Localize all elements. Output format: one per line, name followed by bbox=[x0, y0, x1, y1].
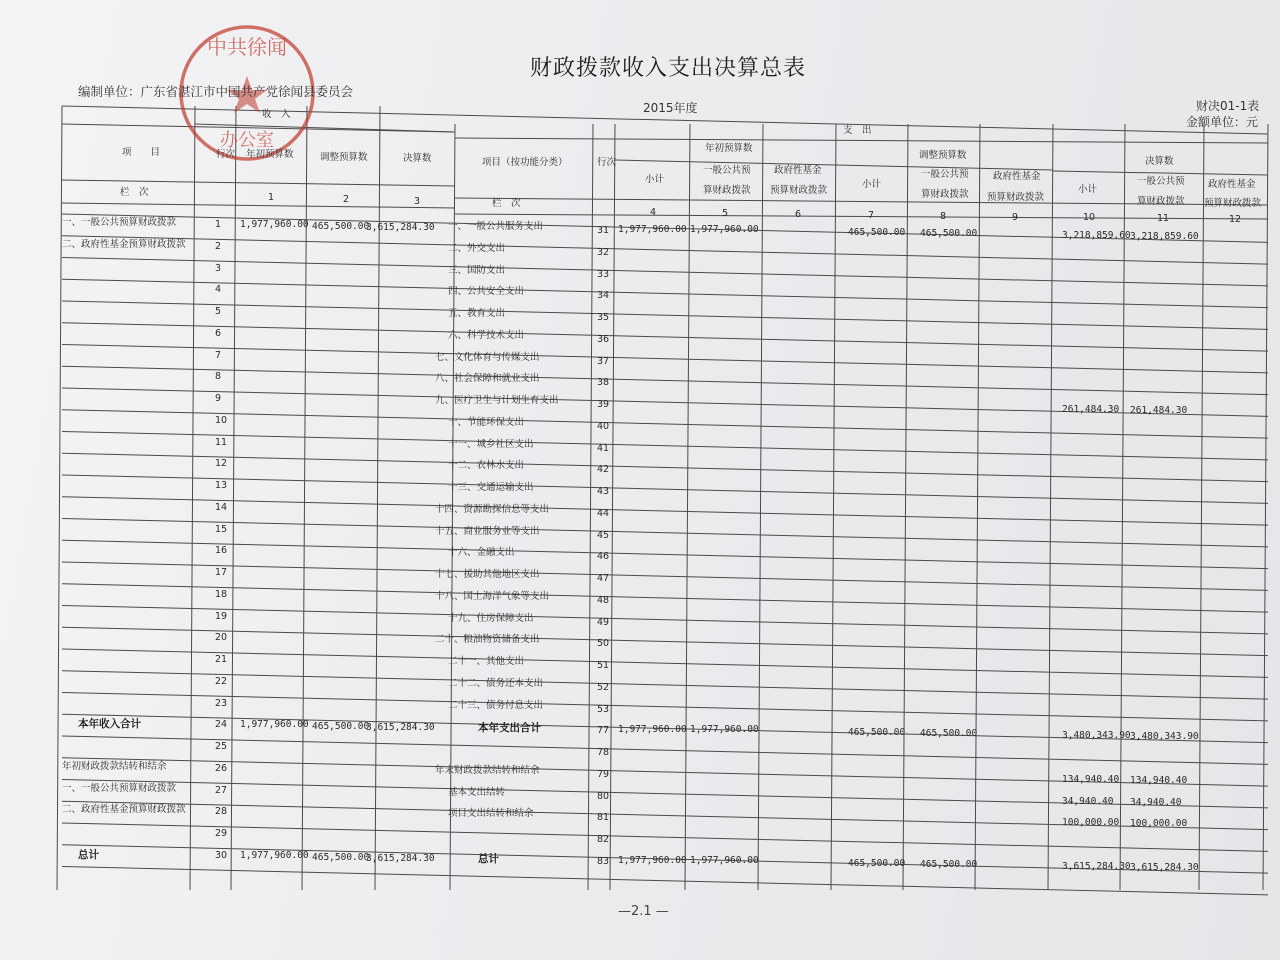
expense-cell-g3: 34,940.40 bbox=[1130, 796, 1182, 808]
expense-row-number: 43 bbox=[597, 486, 610, 497]
income-col3-header: 决算数 bbox=[403, 153, 432, 164]
g1-general-a: 一般公共预 bbox=[703, 165, 751, 176]
income-num3: 3 bbox=[414, 196, 421, 207]
expense-row-label: 四、公共安全支出 bbox=[448, 286, 525, 298]
expense-item-header: 项目（按功能分类） bbox=[482, 157, 568, 168]
income-row-number: 17 bbox=[215, 567, 228, 578]
expense-cell-s3: 100,000.00 bbox=[1062, 817, 1120, 829]
expense-row-number: 82 bbox=[597, 834, 610, 845]
expense-cell-s3: 3,615,284.30 bbox=[1062, 860, 1131, 872]
income-cell-c1: 1,977,960.00 bbox=[240, 719, 309, 731]
expense-row-number: 39 bbox=[597, 399, 610, 410]
expense-cell-s3: 134,940.40 bbox=[1062, 773, 1120, 785]
income-row-number: 23 bbox=[215, 697, 228, 709]
expense-row-label: 七、文化体育与传媒支出 bbox=[435, 351, 540, 363]
expense-row-number: 51 bbox=[597, 660, 610, 671]
expense-cell-g3: 3,480,343.90 bbox=[1130, 731, 1199, 743]
expense-group3: 决算数 bbox=[1145, 156, 1174, 167]
expense-group2: 调整预算数 bbox=[919, 150, 967, 161]
expense-col-number: 4 bbox=[650, 207, 657, 218]
income-row-label: 年初财政拨款结转和结余 bbox=[62, 760, 167, 772]
g1-fund-b: 预算财政拨款 bbox=[770, 185, 828, 196]
expense-row-number: 42 bbox=[597, 464, 610, 476]
expense-row-label: 基本支出结转 bbox=[448, 786, 506, 798]
expense-row-label: 本年支出合计 bbox=[478, 722, 541, 735]
income-cell-c2: 465,500.00 bbox=[312, 721, 370, 733]
income-cell-c3: 3,615,284.30 bbox=[366, 222, 435, 233]
g3-general-b: 算财政拨款 bbox=[1137, 196, 1185, 207]
income-cell-c3: 3,615,284.30 bbox=[366, 852, 435, 864]
expense-row-label: 六、科学技术支出 bbox=[448, 329, 525, 341]
expense-row-label: 五、教育支出 bbox=[448, 308, 506, 319]
income-row-number: 19 bbox=[215, 610, 228, 622]
expense-row-label: 二十二、债务还本支出 bbox=[448, 677, 544, 689]
expense-row-number: 81 bbox=[597, 812, 610, 824]
expense-row-number: 53 bbox=[597, 703, 610, 715]
expense-cell-g2: 465,500.00 bbox=[920, 858, 978, 870]
income-row-label: 本年收入合计 bbox=[78, 718, 141, 731]
expense-cell-g3: 3,218,859.60 bbox=[1130, 231, 1199, 242]
expense-row-label: 十九、住房保障支出 bbox=[448, 612, 534, 624]
expense-row-number: 83 bbox=[597, 855, 610, 867]
expense-cell-g1: 1,977,960.00 bbox=[690, 854, 759, 866]
income-row-label: 一、一般公共预算财政拨款 bbox=[62, 217, 177, 228]
expense-col-number: 6 bbox=[795, 208, 802, 220]
expense-row-label: 二十、粮油物资储备支出 bbox=[435, 634, 540, 646]
expense-row-number: 38 bbox=[597, 377, 610, 389]
expense-row-label: 九、医疗卫生与计划生育支出 bbox=[435, 395, 559, 406]
g3-general-a: 一般公共预 bbox=[1137, 176, 1185, 187]
income-row-number: 8 bbox=[215, 371, 222, 383]
expense-row-label: 总计 bbox=[478, 852, 499, 865]
g2-general-b: 算财政拨款 bbox=[921, 189, 969, 200]
income-cell-c3: 3,615,284.30 bbox=[366, 722, 435, 734]
expense-row-number: 80 bbox=[597, 790, 610, 802]
income-row-number: 1 bbox=[215, 219, 222, 230]
income-row-number: 7 bbox=[215, 349, 222, 361]
income-row-number: 14 bbox=[215, 501, 228, 513]
expense-col-number: 5 bbox=[722, 207, 729, 219]
expense-row-number: 46 bbox=[597, 551, 610, 563]
expense-cell-g3: 3,615,284.30 bbox=[1130, 861, 1199, 873]
expense-row-label: 十、节能环保支出 bbox=[448, 416, 525, 428]
expense-row-label: 年末财政拨款结转和结余 bbox=[435, 764, 540, 776]
expense-row-label: 十五、商业服务业等支出 bbox=[435, 525, 540, 537]
expense-row-label: 十三、交通运输支出 bbox=[448, 482, 534, 493]
income-row-number: 24 bbox=[215, 719, 228, 731]
income-row-label: 一、一般公共预算财政拨款 bbox=[62, 782, 177, 794]
g3-fund-a: 政府性基金 bbox=[1208, 179, 1256, 190]
expense-group1: 年初预算数 bbox=[705, 143, 753, 154]
income-row-number: 3 bbox=[215, 262, 222, 274]
expense-col-number: 7 bbox=[868, 209, 875, 221]
income-row-number: 22 bbox=[215, 675, 228, 687]
svg-text:办公室: 办公室 bbox=[220, 130, 274, 151]
expense-row-number: 79 bbox=[597, 768, 610, 780]
expense-col-number: 8 bbox=[940, 210, 947, 222]
g2-fund-a: 政府性基金 bbox=[993, 171, 1041, 182]
expense-row-number: 48 bbox=[597, 594, 610, 606]
expense-row-label: 一、一般公共服务支出 bbox=[448, 221, 544, 232]
income-row-number: 12 bbox=[215, 458, 228, 470]
income-row-number: 16 bbox=[215, 545, 228, 557]
expense-row-label: 十四、资源勘探信息等支出 bbox=[435, 503, 550, 515]
expense-row-number: 31 bbox=[597, 225, 610, 236]
expense-row-number: 49 bbox=[597, 616, 610, 628]
income-cell-c1: 1,977,960.00 bbox=[240, 849, 309, 861]
income-row-number: 29 bbox=[215, 828, 228, 839]
expense-cell-s2: 465,500.00 bbox=[848, 727, 906, 739]
expense-row-number: 40 bbox=[597, 420, 610, 432]
expense-row-number: 45 bbox=[597, 529, 610, 541]
income-col1-header: 年初预算数 bbox=[246, 149, 294, 160]
expense-row-label: 十二、农林水支出 bbox=[448, 460, 525, 472]
expense-col-number: 12 bbox=[1229, 214, 1242, 226]
income-row-label: 总计 bbox=[78, 848, 99, 861]
expense-row-header: 行次 bbox=[597, 157, 617, 168]
expense-col-number: 9 bbox=[1012, 211, 1019, 223]
expense-row-number: 47 bbox=[597, 573, 610, 584]
income-row-number: 5 bbox=[215, 306, 222, 317]
amount-unit: 金额单位：元 bbox=[1186, 115, 1259, 129]
expense-row-label: 项目支出结转和结余 bbox=[448, 808, 534, 820]
expense-cell-s1: 1,977,960.00 bbox=[618, 854, 687, 866]
g2-fund-b: 预算财政拨款 bbox=[987, 192, 1045, 203]
g2-subtotal: 小计 bbox=[862, 179, 882, 190]
expense-row-label: 十六、金融支出 bbox=[448, 547, 515, 559]
expense-col-number: 11 bbox=[1157, 213, 1170, 225]
income-row-number: 30 bbox=[215, 849, 228, 861]
expense-row-label: 十八、国土海洋气象等支出 bbox=[435, 590, 550, 602]
expense-cell-s1: 1,977,960.00 bbox=[618, 724, 687, 736]
income-row-label: 二、政府性基金预算财政拨款 bbox=[62, 804, 186, 816]
expense-row-number: 34 bbox=[597, 290, 610, 302]
expense-row-label: 十一、城乡社区支出 bbox=[448, 438, 534, 450]
compiler-unit: 编制单位：广东省湛江市中国共产党徐闻县委员会 bbox=[78, 84, 354, 99]
income-row-number: 28 bbox=[215, 806, 228, 818]
income-cell-c2: 465,500.00 bbox=[312, 221, 370, 232]
income-num1: 1 bbox=[268, 192, 275, 203]
expense-cell-g3: 134,940.40 bbox=[1130, 774, 1188, 786]
income-num2: 2 bbox=[343, 194, 350, 205]
income-section-label: 收 入 bbox=[262, 109, 291, 120]
income-row-number: 21 bbox=[215, 654, 228, 665]
expense-lanci: 栏 次 bbox=[492, 198, 521, 209]
expense-row-label: 二、外交支出 bbox=[448, 242, 506, 254]
expense-row-label: 二十三、债务付息支出 bbox=[448, 699, 544, 711]
income-lanci: 栏 次 bbox=[120, 187, 149, 198]
expense-cell-s3: 3,480,343.90 bbox=[1062, 730, 1131, 742]
expense-cell-g2: 465,500.00 bbox=[920, 228, 978, 239]
expense-cell-s1: 1,977,960.00 bbox=[618, 224, 687, 235]
income-row-label: 二、政府性基金预算财政拨款 bbox=[62, 238, 186, 250]
expense-row-label: 八、社会保障和就业支出 bbox=[435, 373, 540, 385]
income-cell-c2: 465,500.00 bbox=[312, 851, 370, 863]
income-row-number: 10 bbox=[215, 414, 228, 426]
expense-row-number: 50 bbox=[597, 638, 610, 650]
expense-row-label: 十七、援助其他地区支出 bbox=[435, 569, 540, 580]
income-row-number: 4 bbox=[215, 284, 222, 296]
expense-row-number: 36 bbox=[597, 333, 610, 345]
income-cell-c1: 1,977,960.00 bbox=[240, 219, 309, 230]
income-row-number: 20 bbox=[215, 632, 228, 644]
expense-row-number: 32 bbox=[597, 246, 610, 258]
income-row-number: 2 bbox=[215, 240, 222, 252]
income-row-number: 6 bbox=[215, 327, 222, 339]
expense-row-number: 44 bbox=[597, 507, 610, 519]
expense-section-label: 支 出 bbox=[843, 125, 872, 136]
expense-cell-g1: 1,977,960.00 bbox=[690, 224, 759, 235]
form-code: 财决01-1表 bbox=[1196, 99, 1260, 113]
g3-subtotal: 小计 bbox=[1078, 184, 1098, 195]
income-col2-header: 调整预算数 bbox=[320, 152, 368, 163]
expense-cell-s3: 261,484.30 bbox=[1062, 404, 1120, 415]
expense-row-number: 77 bbox=[597, 725, 610, 737]
expense-cell-s2: 465,500.00 bbox=[848, 227, 906, 238]
expense-cell-g3: 100,000.00 bbox=[1130, 818, 1188, 830]
g2-general-a: 一般公共预 bbox=[921, 169, 969, 180]
expense-cell-s3: 3,218,859.60 bbox=[1062, 230, 1131, 241]
g1-general-b: 算财政拨款 bbox=[703, 185, 751, 196]
income-row-number: 18 bbox=[215, 588, 228, 600]
income-row-number: 26 bbox=[215, 762, 228, 774]
expense-row-label: 三、国防支出 bbox=[448, 264, 506, 276]
income-row-header: 行次 bbox=[216, 149, 236, 160]
expense-row-number: 52 bbox=[597, 681, 610, 693]
page-title: 财政拨款收入支出决算总表 bbox=[530, 56, 807, 81]
expense-col-number: 10 bbox=[1083, 212, 1096, 224]
expense-row-number: 41 bbox=[597, 442, 610, 454]
g1-subtotal: 小计 bbox=[645, 174, 665, 185]
expense-row-number: 37 bbox=[597, 355, 610, 367]
expense-row-number: 78 bbox=[597, 747, 610, 758]
expense-cell-s3: 34,940.40 bbox=[1062, 795, 1114, 807]
income-row-number: 27 bbox=[215, 784, 228, 796]
expense-row-number: 33 bbox=[597, 268, 610, 280]
g3-fund-b: 预算财政拨款 bbox=[1204, 198, 1262, 209]
income-row-number: 25 bbox=[215, 741, 228, 752]
expense-row-label: 二十一、其他支出 bbox=[448, 656, 525, 667]
page-number: —2.1 — bbox=[618, 904, 669, 919]
income-row-number: 11 bbox=[215, 436, 228, 448]
income-item-header: 项 目 bbox=[122, 147, 161, 158]
expense-cell-g3: 261,484.30 bbox=[1130, 405, 1188, 416]
income-row-number: 9 bbox=[215, 393, 222, 404]
income-row-number: 13 bbox=[215, 480, 228, 491]
expense-cell-g1: 1,977,960.00 bbox=[690, 724, 759, 736]
expense-cell-g2: 465,500.00 bbox=[920, 728, 978, 740]
expense-cell-s2: 465,500.00 bbox=[848, 857, 906, 869]
income-row-number: 15 bbox=[215, 523, 228, 535]
fiscal-year: 2015年度 bbox=[643, 101, 698, 115]
g1-fund-a: 政府性基金 bbox=[774, 165, 822, 176]
expense-row-number: 35 bbox=[597, 312, 610, 323]
svg-text:中共徐闻: 中共徐闻 bbox=[207, 35, 287, 59]
